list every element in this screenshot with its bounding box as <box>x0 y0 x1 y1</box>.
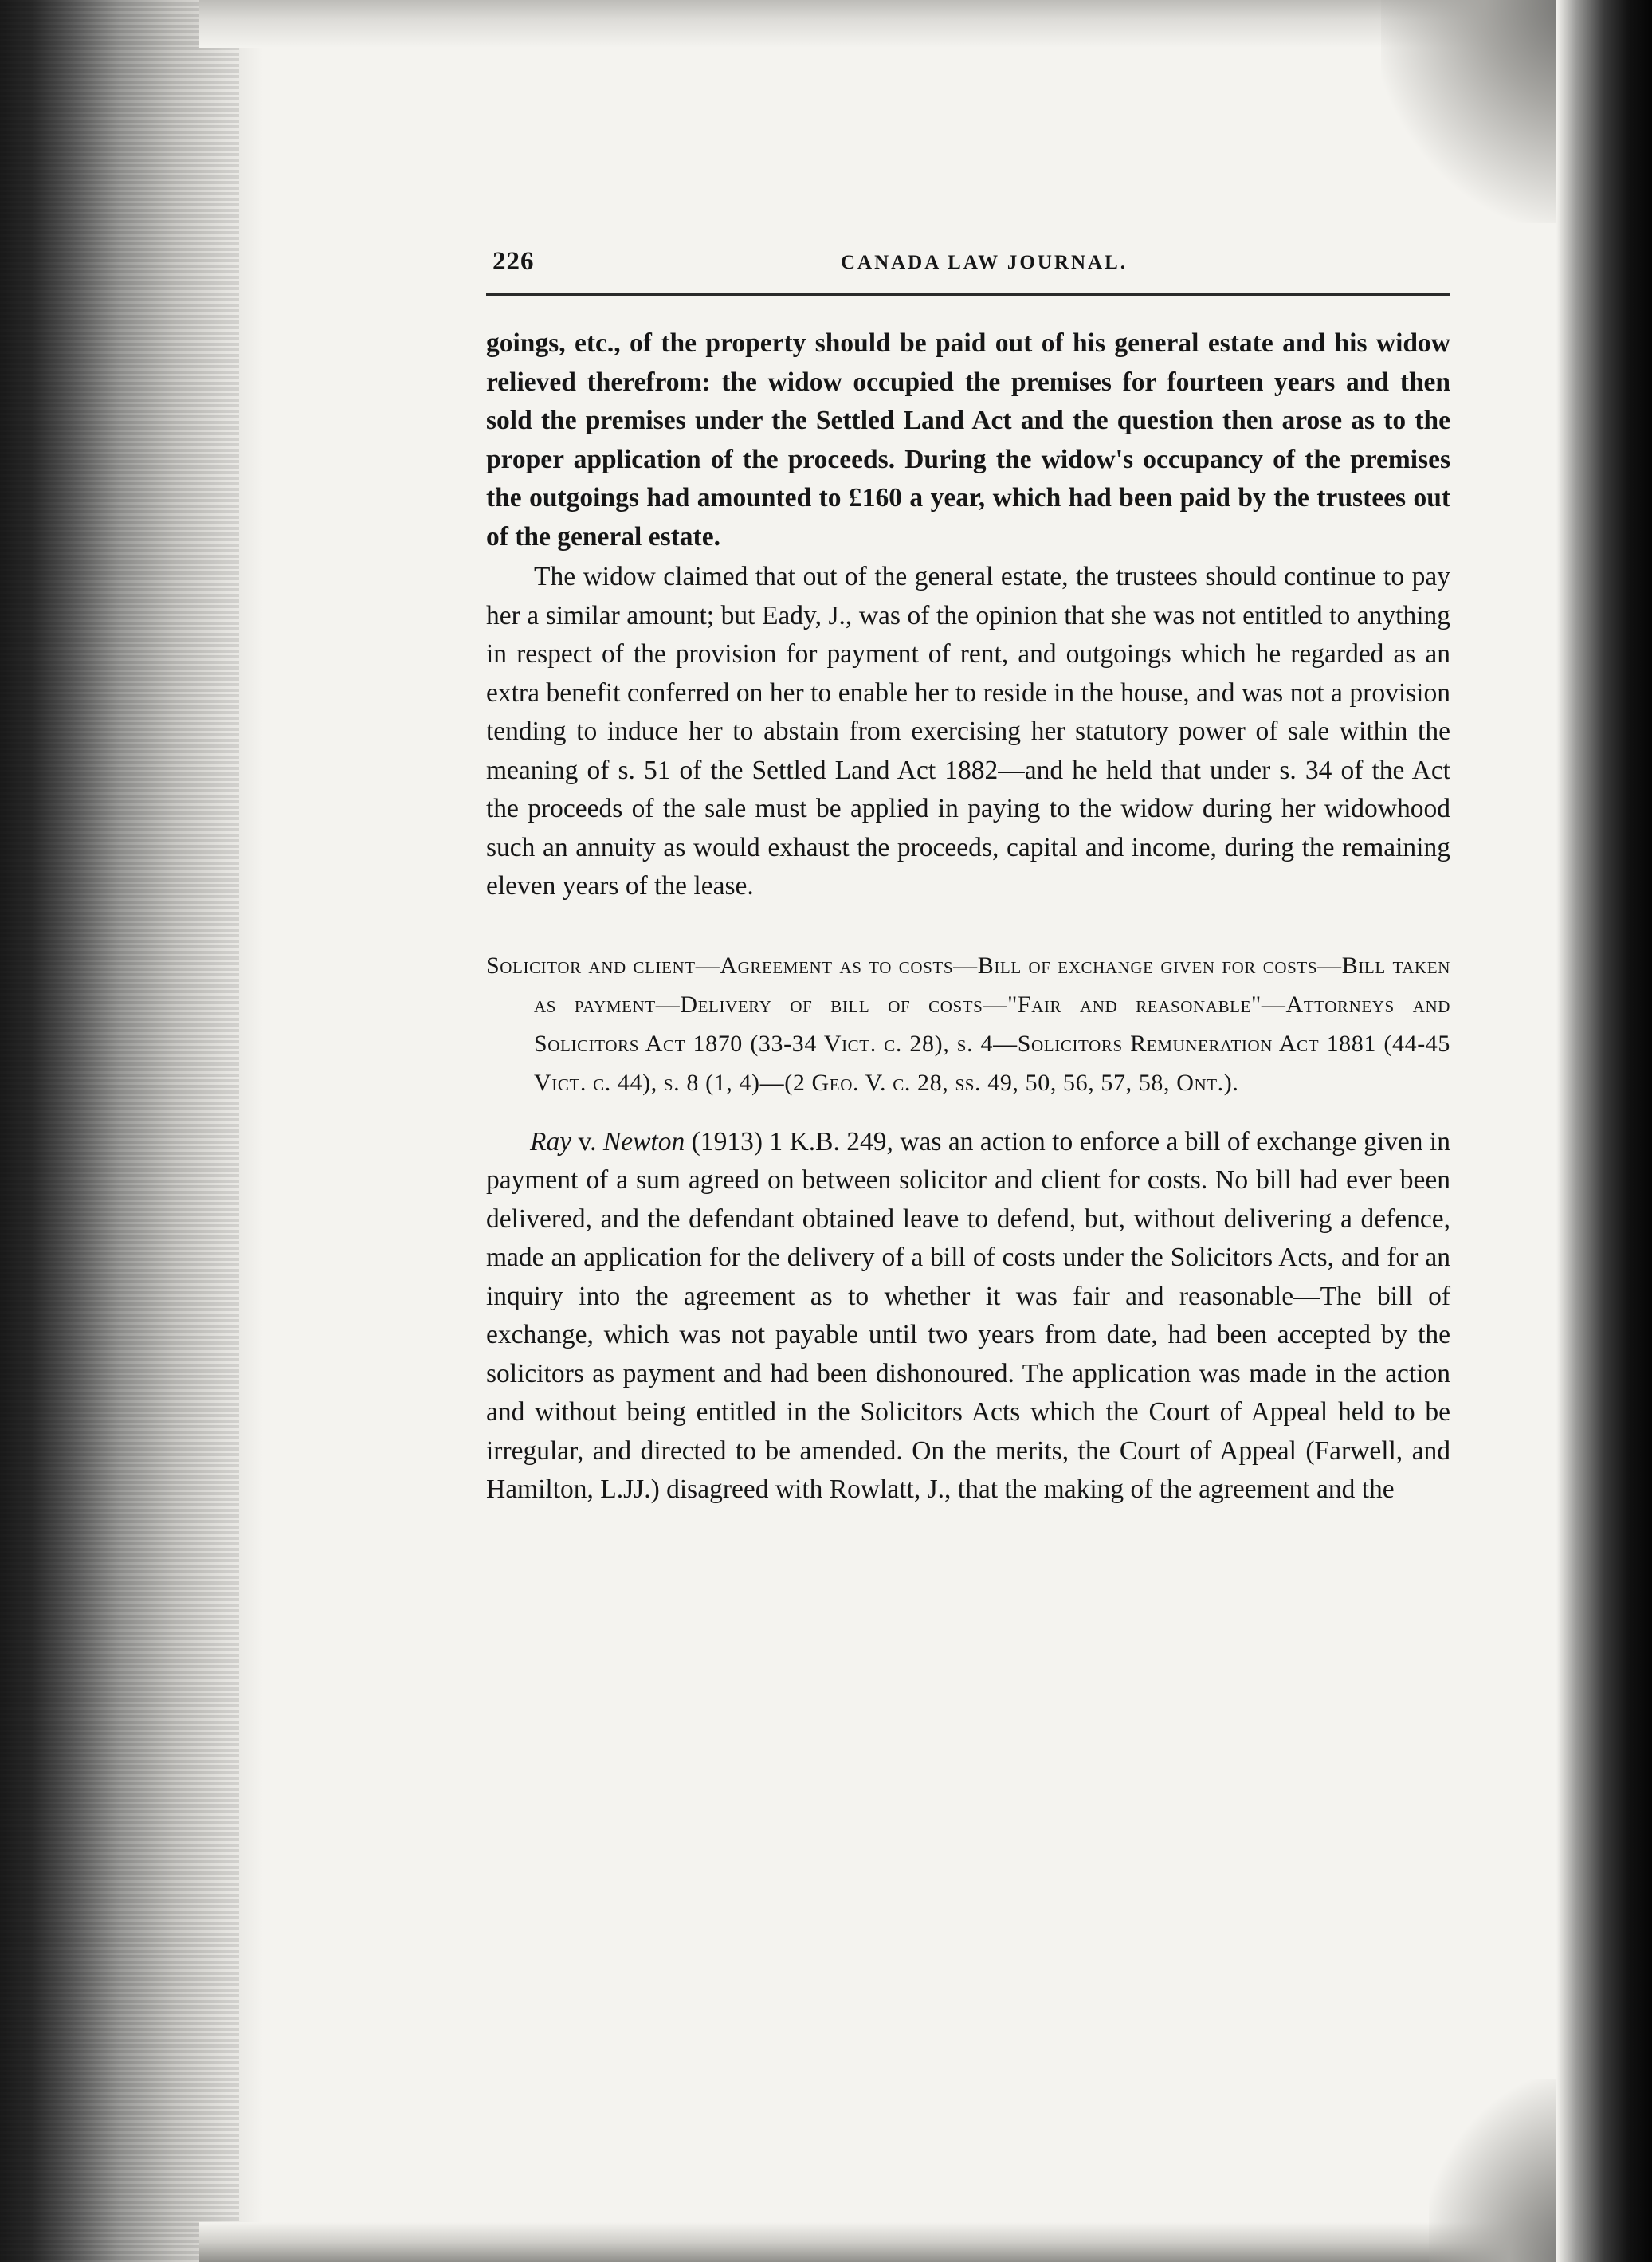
case-headnote: Solicitor and client—Agreement as to costs—Bill of exchange given for costs—Bill taken as payment—Delivery of bill of costs—"Fair and reasonable"—Attorneys and Solicitors Act 1870 (33-34 Vict. c. 28), s. 4—Solicitors Remuneration Act 1881 (44-45 Vict. c. 44), s. 8 (1, 4)—(2 Geo. V. c. 28, ss. 49, 50, 56, 57, 58, Ont.). <box>486 952 1450 1096</box>
page-number: 226 <box>492 247 535 276</box>
binding-speckle <box>0 0 239 2262</box>
case-paragraph <box>486 1123 1450 1510</box>
body-paragraph-continued: goings, etc., of the property should be paid out of his general estate and his widow relieved therefrom: the widow occupied the premises for fourteen years and then sold the premises under the Settled Land Act and the question then arose as to the proper application of the proceeds. During the widow's occupancy of the premises the outgoings had amounted to £160 a year, which had been paid by the trustees out of the general estate. <box>486 328 1450 552</box>
header-rule <box>486 293 1450 296</box>
running-head <box>486 239 1450 287</box>
case-name-defendant: Newton <box>602 1126 685 1157</box>
body-paragraph-widow-claim: The widow claimed that out of the general estate, the trustees should continue to pay her a similar amount; but Eady, J., was of the opinion that she was not entitled to anything in respect of the provision for payment of rent, and outgoings which he regarded as an extra benefit conferred on her to enable her to reside in the house, and was not a provision tending to induce her to abstain from exercising her statutory power of sale within the meaning of s. 51 of the Settled Land Act 1882—and he held that under s. 34 of the Act the proceeds of the sale must be applied in paying to the widow during her widowhood such an annuity as would exhaust the proceeds, capital and income, during the remaining eleven years of the lease. <box>486 562 1450 901</box>
journal-title: CANADA LAW JOURNAL. <box>840 252 1128 273</box>
case-text: (1913) 1 K.B. 249, was an action to enforce a bill of exchange given in payment of a sum agreed on between solicitor and client for costs. No bill had ever been delivered, and the defendant obtained leave to defend, but, without delivering a defence, made an application for the delivery of a bill of costs under the Solicitors Acts, and for an inquiry into the agreement as to whether it was fair and reasonable—The bill of exchange, which was not payable until two years from date, had been accepted by the solicitors as payment and had been dishonoured. The application was made in the action and without being entitled in the Solicitors Acts which the Court of Appeal held to be irregular, and directed to be amended. On the merits, the Court of Appeal (Farwell, and Hamilton, L.JJ.) disagreed with Rowlatt, J., that the making of the agreement and the <box>486 1126 1450 1504</box>
scan-edge-bottom <box>199 2222 1602 2262</box>
journal-page <box>486 239 1450 1510</box>
case-name-plaintiff: Ray <box>530 1126 572 1157</box>
case-name-versus: v. <box>571 1126 603 1157</box>
scan-edge-right <box>1556 0 1652 2262</box>
